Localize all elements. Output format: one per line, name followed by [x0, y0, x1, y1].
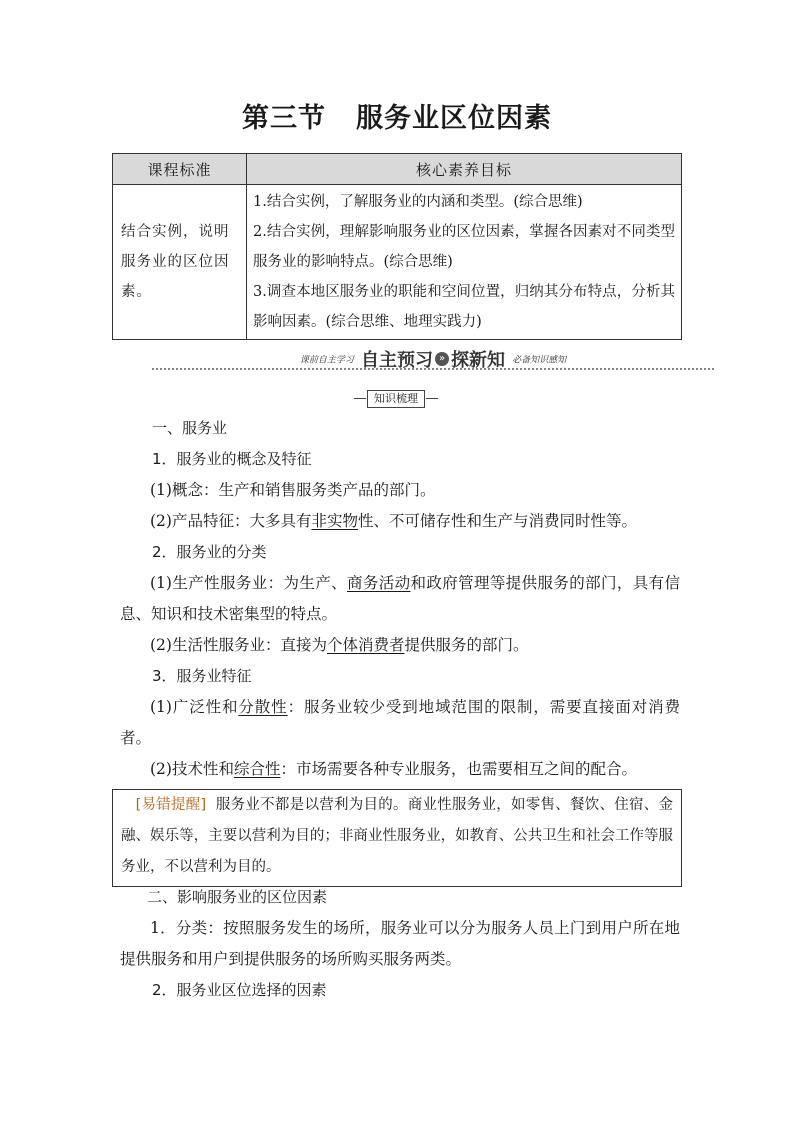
heading-1: 一、服务业: [152, 419, 228, 437]
section-number: 第三节: [242, 103, 326, 134]
section-title: 服务业区位因素: [356, 103, 552, 134]
page-title: [0, 96, 794, 135]
paragraph-classification: 1．分类：按照服务发生的场所，服务业可以分为服务人员上门到用户所在地提供服务和用户到提供服务的场所购买服务两类。: [120, 919, 680, 968]
paragraph-concept: (1)概念：生产和销售服务类产品的部门。: [150, 481, 436, 499]
header-core-literacy: 核心素养目标: [247, 154, 682, 185]
subheading-1-3: 3．服务业特征: [152, 667, 252, 685]
curriculum-table: [112, 153, 682, 340]
knowledge-tag: 知识梳理: [367, 390, 425, 408]
subheading-2-2: 2．服务业区位选择的因素: [152, 981, 327, 999]
section-banner: [152, 346, 714, 372]
paragraph-productive: (1)生产性服务业：为生产、商务活动和政府管理等提供服务的部门，具有信息、知识和技术密集型的特点。: [120, 574, 680, 623]
reminder-label: [易错提醒]: [135, 797, 207, 813]
error-reminder-box: [112, 789, 682, 887]
paragraph-consumer: (2)生活性服务业：直接为个体消费者提供服务的部门。: [150, 636, 529, 654]
course-standard-cell: 结合实例，说明服务业的区位因素。: [113, 185, 247, 340]
banner-left-label: 课前自主学习: [299, 355, 354, 366]
paragraph-extensive: (1)广泛性和分散性：服务业较少受到地域范围的限制，需要直接面对消费者。: [120, 698, 680, 747]
heading-2: 二、影响服务业的区位因素: [147, 888, 328, 906]
header-course-standard: 课程标准: [113, 154, 247, 185]
core-literacy-cell: [247, 185, 682, 340]
banner-title-1: 自主预习: [361, 350, 433, 371]
goal-3: 3.调查本地区服务业的职能和空间位置，归纳其分布特点，分析其影响因素。(综合思维、地理实践力): [253, 284, 675, 330]
banner-right-label: 必备知识感知: [512, 355, 567, 366]
subheading-1-2: 2．服务业的分类: [152, 543, 267, 561]
reminder-text: 服务业不都是以营利为目的。商业性服务业，如零售、餐饮、住宿、金融、娱乐等，主要以营利为目的；非商业性服务业，如教育、公共卫生和社会工作等服务业，不以营利为目的。: [121, 797, 674, 875]
banner-title-2: 探新知: [451, 350, 505, 371]
arrow-icon: »: [435, 352, 449, 366]
paragraph-technical: (2)技术性和综合性：市场需要各种专业服务，也需要相互之间的配合。: [150, 760, 637, 778]
goal-2: 2.结合实例，理解影响服务业的区位因素，掌握各因素对不同类型服务业的影响特点。(综合思维): [253, 224, 675, 270]
paragraph-features: (2)产品特征：大多具有非实物性、不可储存性和生产与消费同时性等。: [150, 512, 637, 530]
subheading-1-1: 1．服务业的概念及特征: [152, 450, 312, 468]
goal-1: 1.结合实例，了解服务业的内涵和类型。(综合思维): [253, 194, 583, 210]
